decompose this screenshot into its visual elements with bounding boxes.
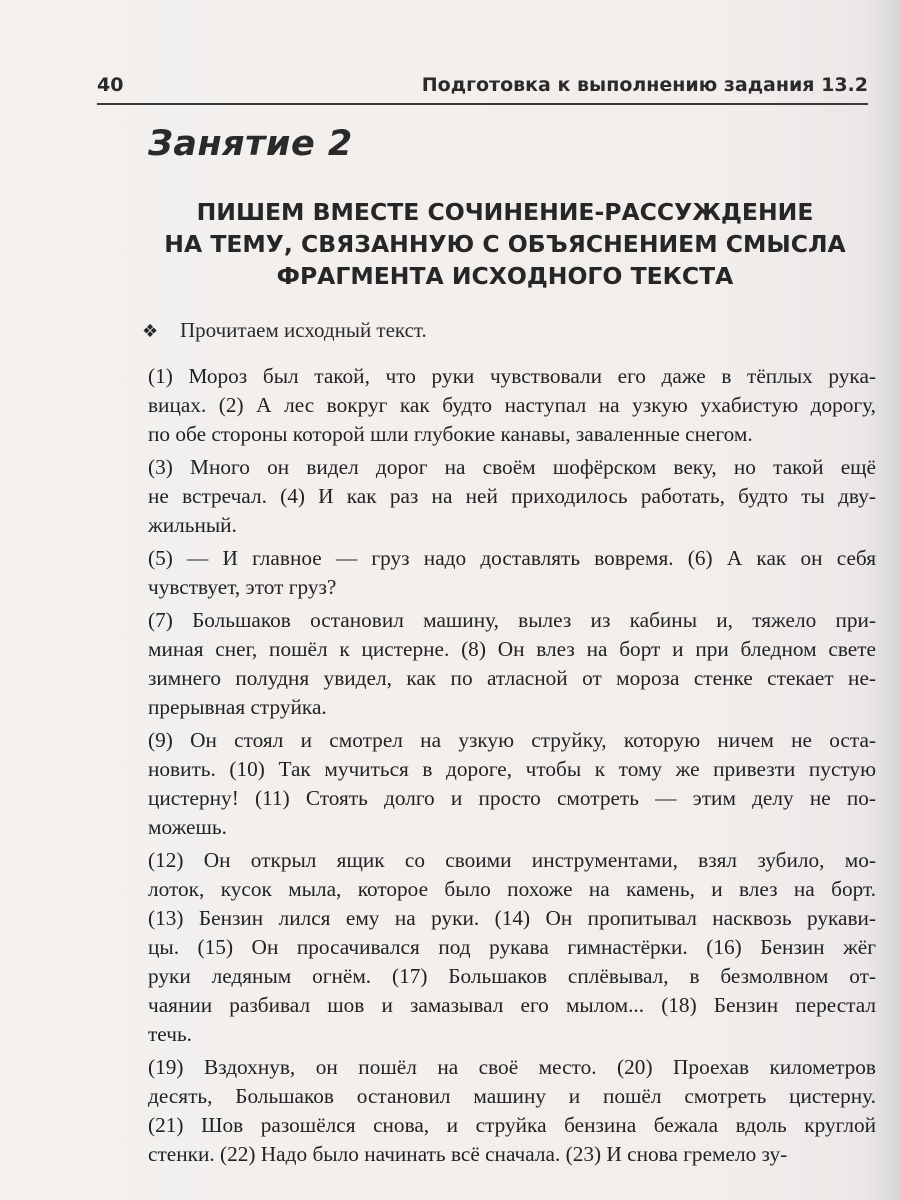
text-line: чаянии разбивал шов и замазывал его мылом... (18) Бензин перестал — [148, 993, 876, 1017]
source-text — [148, 362, 876, 1173]
text-paragraph — [148, 453, 876, 540]
topic-line: ПИШЕМ ВМЕСТЕ СОЧИНЕНИЕ-РАССУЖДЕНИЕ — [196, 198, 814, 226]
intro-text: Прочитаем исходный текст. — [180, 318, 427, 342]
text-line: десять, Большаков остановил машину и пошёл смотреть цистерну. — [148, 1084, 876, 1108]
topic-line: ФРАГМЕНТА ИСХОДНОГО ТЕКСТА — [276, 262, 734, 290]
text-line: можешь. — [148, 815, 227, 839]
text-line: зимнего полудня увидел, как по атласной от мороза стенке стекает не- — [148, 666, 876, 690]
text-paragraph — [148, 846, 876, 1049]
topic-heading — [110, 196, 900, 292]
running-title: Подготовка к выполнению задания 13.2 — [421, 74, 868, 96]
text-line: вицах. (2) А лес вокруг как будто наступал на узкую ухабистую дорогу, — [148, 393, 876, 417]
text-line: течь. — [148, 1022, 192, 1046]
text-line: не встречал. (4) И как раз на ней приходилось работать, будто ты дву- — [148, 484, 876, 508]
text-line: цы. (15) Он просачивался под рукава гимнастёрки. (16) Бензин жёг — [148, 935, 876, 959]
topic-line: НА ТЕМУ, СВЯЗАННУЮ С ОБЪЯСНЕНИЕМ СМЫСЛА — [164, 230, 846, 258]
text-line: (7) Большаков остановил машину, вылез из кабины и, тяжело при- — [148, 608, 876, 632]
text-line: стенки. (22) Надо было начинать всё сначала. (23) И снова гремело зу- — [148, 1142, 788, 1166]
text-line: (5) — И главное — груз надо доставлять вовремя. (6) А как он себя — [148, 546, 876, 570]
text-paragraph — [148, 362, 876, 449]
text-paragraph — [148, 726, 876, 842]
text-line: (3) Много он видел дорог на своём шофёрском веку, но такой ещё — [148, 455, 876, 479]
text-line: лоток, кусок мыла, которое было похоже на камень, и влез на борт. — [148, 877, 876, 901]
text-line: (13) Бензин лился ему на руки. (14) Он пропитывал насквозь рукави- — [148, 906, 876, 930]
text-paragraph — [148, 544, 876, 602]
text-line: руки ледяным огнём. (17) Большаков сплёвывал, в безмолвном от- — [148, 964, 876, 988]
diamond-bullet-icon: ❖ — [142, 321, 159, 342]
header-rule — [97, 103, 868, 105]
text-line: новить. (10) Так мучиться в дороге, чтобы к тому же привезти пустую — [148, 757, 876, 781]
text-line: (19) Вздохнув, он пошёл на своё место. (20) Проехав километров — [148, 1055, 876, 1079]
text-line: (9) Он стоял и смотрел на узкую струйку, которую ничем не оста- — [148, 728, 876, 752]
intro-line — [142, 318, 427, 343]
text-line: чувствует, этот груз? — [148, 575, 337, 599]
text-line: (21) Шов разошёлся снова, и струйка бензина бежала вдоль круглой — [148, 1113, 876, 1137]
text-paragraph — [148, 1053, 876, 1169]
lesson-title: Занятие 2 — [148, 124, 353, 164]
page-number: 40 — [97, 74, 124, 96]
text-line: (1) Мороз был такой, что руки чувствовали его даже в тёплых рука- — [148, 364, 876, 388]
running-header — [97, 71, 868, 97]
text-line: прерывная струйка. — [148, 695, 327, 719]
text-line: по обе стороны которой шли глубокие канавы, заваленные снегом. — [148, 422, 753, 446]
text-line: (12) Он открыл ящик со своими инструментами, взял зубило, мо- — [148, 848, 876, 872]
text-line: жильный. — [148, 513, 237, 537]
text-paragraph — [148, 606, 876, 722]
text-line: цистерну! (11) Стоять долго и просто смотреть — этим делу не по- — [148, 786, 876, 810]
text-line: миная снег, пошёл к цистерне. (8) Он влез на борт и при бледном свете — [148, 637, 876, 661]
